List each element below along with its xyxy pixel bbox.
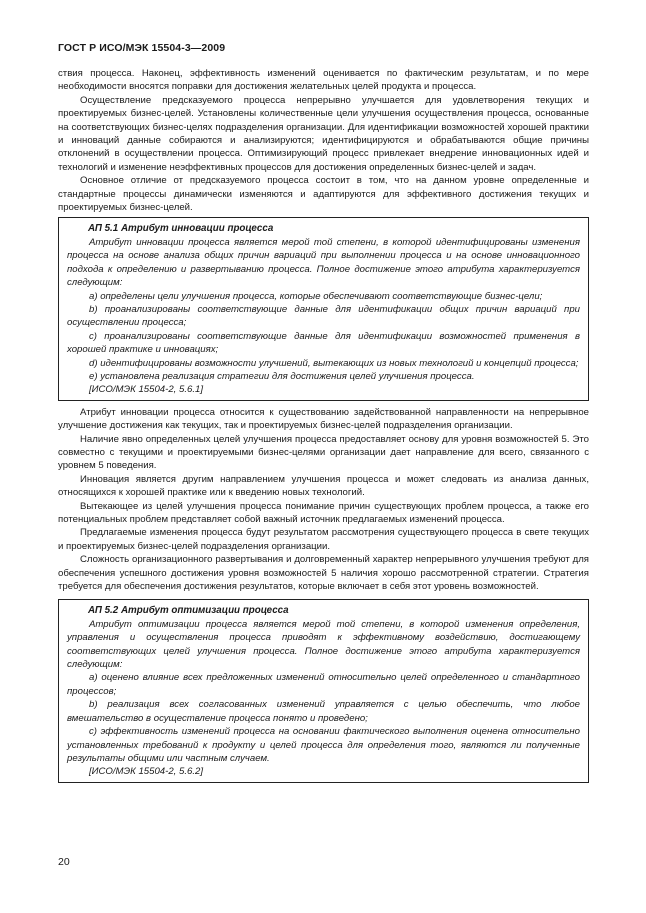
paragraph: Осуществление предсказуемого процесса непрерывно улучшается для удовлетворения текущих и проектируемых бизнес-целей. Установлены количественные цели улучшения осуществления процесса, основанные на соответствующих бизнес-целях подразделения организации. Для идентификации возможностей хорошей практики и инноваций данные собираются и анализируются; идентифицируются и обрабатываются общие причины отклонений в осуществлении процесса. Оптимизирующий процесс привлекает внедрение инновационных идей и технологий и изменение неэффективных процессов для достижения определенных бизнес-целей и задач. <box>58 94 589 173</box>
attribute-reference: [ИСО/МЭК 15504-2, 5.6.1] <box>89 384 203 396</box>
attribute-item: b) реализация всех согласованных изменений управляется с целью обеспечить, что любое вмешательство в осуществление процесса понято и проведено; <box>67 699 580 724</box>
attribute-item: a) оценено влияние всех предложенных изменений относительно целей определенного и стандартного процессов; <box>67 672 580 697</box>
attribute-box-pa-5-2 <box>58 599 589 782</box>
paragraph: Вытекающее из целей улучшения процесса понимание причин существующих проблем процесса, а также его потенциальных проблем представляет собой важный источник предлагаемых изменений процесса. <box>58 500 589 525</box>
paragraph: Инновация является другим направлением улучшения процесса и может следовать из анализа данных, относящихся к хорошей практике или к введению новых технологий. <box>58 473 589 499</box>
paragraph: Предлагаемые изменения процесса будут результатом рассмотрения существующего процесса в свете текущих и проектируемых бизнес-целей подразделения организации. <box>58 527 589 552</box>
attribute-reference: [ИСО/МЭК 15504-2, 5.6.2] <box>89 766 203 778</box>
attribute-intro: Атрибут инновации процесса является мерой той степени, в которой идентифицированы изменения процесса на основе анализа общих причин вариаций при выполнении процесса и на основе инновационного подхода к определению и развертыванию процесса. Полное достижение этого атрибута характеризуется следующим: <box>67 236 580 289</box>
paragraph: Атрибут инновации процесса относится к существованию задействованной направленности на непрерывное улучшение достижения как текущих, так и проектируемых бизнес-целей подразделения организации. <box>58 406 589 432</box>
attribute-title: АП 5.1 Атрибут инновации процесса <box>88 223 274 235</box>
attribute-title: АП 5.2 Атрибут оптимизации процесса <box>88 605 289 617</box>
attribute-item: c) эффективность изменений процесса на основании фактического выполнения оценена относительно установленных требований к продукту и целей процесса для определения того, являются ли полученные результаты общими или частным случаем. <box>67 726 580 764</box>
paragraph: ствия процесса. Наконец, эффективность изменений оценивается по фактическим результатам, и по мере необходимости вносятся поправки для достижения желательных целей продукта и процесса. <box>58 68 589 93</box>
attribute-item: c) проанализированы соответствующие данные для идентификации возможностей применения в хорошей практике и инновациях; <box>67 330 580 356</box>
paragraph: Сложность организационного развертывания и долговременный характер непрерывного улучшения требуют для обеспечения успешного достижения уровня возможностей 5 наличия хорошо рассмотренной стратегии. Стратегия требуется для обеспечения достижения результатов, которые включает в себя этот уровень возможностей. <box>58 554 589 593</box>
attribute-item: a) определены цели улучшения процесса, которые обеспечивают соответствующие бизнес-цели; <box>89 290 543 302</box>
page-number: 20 <box>58 856 70 868</box>
document-header: ГОСТ Р ИСО/МЭК 15504-3—2009 <box>58 42 226 54</box>
attribute-intro: Атрибут оптимизации процесса является мерой той степени, в которой изменения определения, управления и осуществления процесса приводят к эффективному воздействию, достигающему соответствующих целей улучшения процесса. Полное достижение этого атрибута характеризуется следующим: <box>67 618 580 671</box>
document-page <box>58 42 589 788</box>
attribute-item: e) установлена реализация стратегии для достижения целей улучшения процесса. <box>89 370 475 382</box>
paragraph: Наличие явно определенных целей улучшения процесса предоставляет основу для уровня возможностей 5. Это совместно с текущими и проектируемыми бизнес-целями организации дает направление для всего, связанного с уровнем 5 поведения. <box>58 433 589 472</box>
paragraph: Основное отличие от предсказуемого процесса состоит в том, что на данном уровне определенные и стандартные процессы динамически изменяются и адаптируются для эффективного достижения текущих и проектируемых бизнес-целей. <box>58 175 589 214</box>
attribute-box-pa-5-1 <box>58 217 589 400</box>
attribute-item: b) проанализированы соответствующие данные для идентификации общих причин вариаций при осуществлении процесса; <box>67 303 580 329</box>
attribute-item: d) идентифицированы возможности улучшений, вытекающих из новых технологий и концепций процесса; <box>89 357 579 369</box>
